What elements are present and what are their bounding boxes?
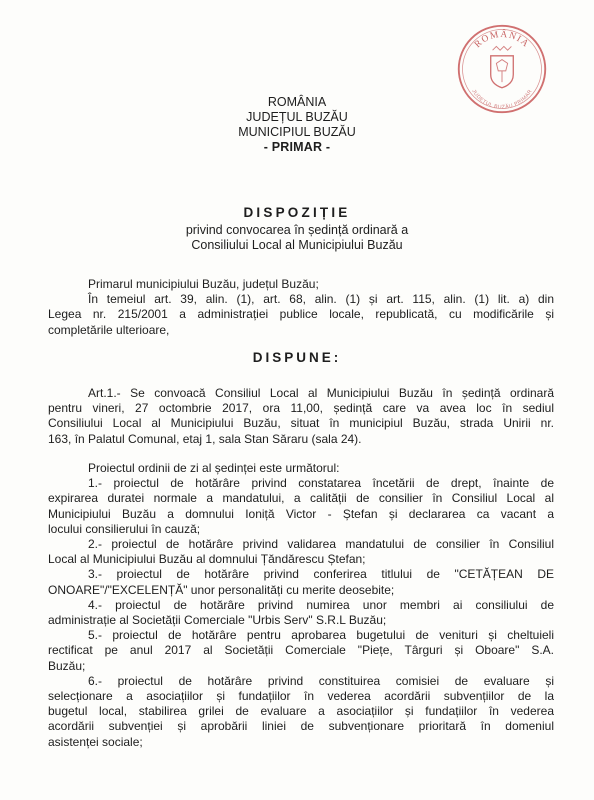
article-1-line-3: Consiliului Local al Municipiului Buzău, situat în municipiul Buzău, strada Unirii nr. (48, 416, 554, 431)
intro-paragraph (48, 277, 554, 338)
agenda-item-line: 5.- proiectul de hotărâre pentru aprobarea bugetului de venituri și cheltuieli (88, 628, 554, 643)
agenda-item-line: Local al Municipiului Buzău al domnului Țăndărescu Ștefan; (48, 552, 366, 567)
agenda-item-line: selecționare a asociațiilor și fundațiilor în vederea acordării subvențiilor de la (48, 689, 554, 704)
agenda-item-6 (48, 674, 554, 750)
agenda-item-line: rectificat pe anul 2017 al Societății Comerciale "Piețe, Târguri și Oboare" S.A. (48, 643, 554, 658)
header-country: ROMÂNIA (267, 95, 327, 109)
agenda-item-line: Buzău; (48, 658, 86, 673)
agenda-item-line: Municipiului Buzău a domnului Ioniță Victor - Ștefan și declararea ca vacant a (48, 506, 554, 521)
header-municipality: MUNICIPIUL BUZĂU (238, 125, 356, 139)
agenda-item-line: acordării subvenției și aprobării liniei de subvenționare prioritară în domeniul (48, 719, 554, 734)
header-block (0, 95, 594, 155)
document-title: DISPOZIȚIE (243, 205, 351, 220)
article-1-line-1: Art.1.- Se convoacă Consiliul Local al Municipiului Buzău în ședință ordinară (88, 386, 554, 400)
agenda-intro: Proiectul ordinii de zi al ședinței este următorul: (88, 461, 340, 475)
agenda-item-line: 6.- proiectul de hotărâre privind constituirea comisiei de evaluare și (88, 673, 554, 688)
agenda-item-line: asistenței sociale; (48, 734, 143, 749)
intro-line-4: completările ulterioare, (48, 322, 170, 337)
agenda-item-line: administrație al Societății Comerciale "Urbis Serv" S.R.L Buzău; (48, 613, 387, 628)
agenda-item-line: 1.- proiectul de hotărâre privind constatarea încetării de drept, înainte de (88, 476, 554, 491)
agenda-item-4 (48, 598, 554, 628)
header-office: - PRIMAR - (263, 140, 331, 154)
svg-text:ROMÂNIA: ROMÂNIA (472, 29, 532, 51)
agenda-item-line: 2.- proiectul de hotărâre privind validarea mandatului de consilier în Consiliul (88, 537, 554, 552)
subtitle-line-2: Consiliului Local al Municipiului Buzău (191, 238, 403, 252)
dispune-heading: DISPUNE: (252, 350, 342, 365)
agenda-item-5 (48, 628, 554, 674)
header-county: JUDEȚUL BUZĂU (246, 110, 348, 124)
intro-line-1: Primarul municipiului Buzău, județul Buzău; (88, 277, 319, 291)
agenda-item-line: 4.- proiectul de hotărâre privind numirea unor membri ai consiliului de (88, 597, 554, 612)
article-1-line-4: 163, în Palatul Comunal, etaj 1, sala Stan Săraru (sala 24). (48, 431, 362, 446)
subtitle-line-1: privind convocarea în ședință ordinară a (185, 223, 409, 237)
agenda-item-line: ONOARE"/"EXCELENȚĂ" unor personalități cu merite deosebite; (48, 582, 395, 597)
document-subtitle (0, 223, 594, 253)
svg-text:JUDEȚUL BUZĂU PRIMAR: JUDEȚUL BUZĂU PRIMAR (470, 88, 534, 111)
agenda-list (48, 461, 554, 750)
intro-line-3: Legea nr. 215/2001 a administrației publice locale, republicată, cu modificările și (48, 307, 554, 322)
agenda-item-1 (48, 476, 554, 537)
article-1 (48, 386, 554, 447)
agenda-item-2 (48, 537, 554, 567)
article-1-line-2: pentru vineri, 27 octombrie 2017, ora 11,00, ședință care va avea loc în sediul (48, 401, 554, 416)
intro-line-2: În temeiul art. 39, alin. (1), art. 68, alin. (1) și art. 115, alin. (1) lit. a) din (88, 292, 554, 307)
agenda-item-line: 3.- proiectul de hotărâre privind conferirea titlului de "CETĂȚEAN DE (88, 567, 554, 582)
agenda-item-line: locului consilierului în cauză; (48, 521, 201, 536)
agenda-item-3 (48, 567, 554, 597)
agenda-item-line: expirarea duratei normale a mandatului, a calității de consilier în Consiliul Local al (48, 491, 554, 506)
agenda-item-line: bugetul local, stabilirea grilei de evaluare a asociațiilor și fundațiilor în vederea (48, 704, 554, 719)
